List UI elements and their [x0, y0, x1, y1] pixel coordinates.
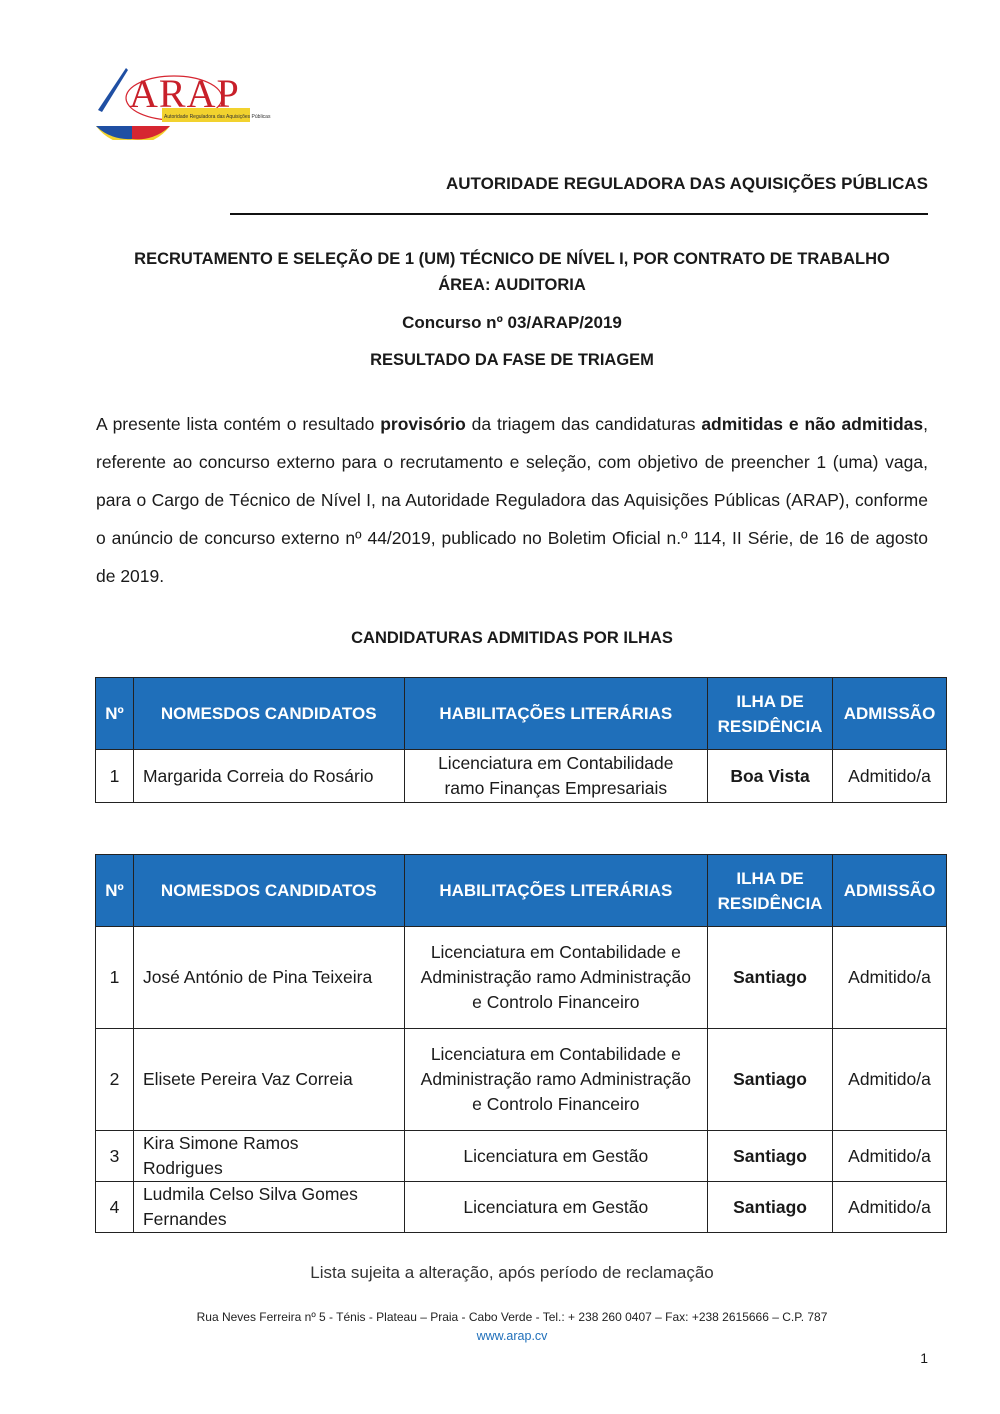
cell-num: 2 — [96, 1029, 134, 1131]
table-row — [96, 750, 947, 803]
footer-address: Rua Neves Ferreira nº 5 - Ténis - Plateau – Praia - Cabo Verde - Tel.: + 238 260 0407 – Fax: +238 2615666 – C.P. 787 — [196, 1310, 828, 1324]
cell-num: 1 — [96, 927, 134, 1029]
table-row — [96, 1131, 947, 1182]
cell-num: 3 — [96, 1131, 134, 1182]
page-number: 1 — [920, 1350, 928, 1366]
intro-paragraph: A presente lista contém o resultado provisório da triagem das candidaturas admitidas e não admitidas, referente ao concurso externo para o recrutamento e seleção, com objetivo de preencher 1 (uma) vaga, para o Cargo de Técnico de Nível I, na Autoridade Reguladora das Aquisições Públicas (ARAP), conforme o anúncio de concurso externo nº 44/2019, publicado no Boletim Oficial n.º 114, II Série, de 16 de agosto de 2019. — [96, 414, 929, 586]
cell-nome: Kira Simone Ramos Rodrigues — [133, 1131, 404, 1182]
cell-admissao: Admitido/a — [833, 1131, 947, 1182]
cell-ilha: Santiago — [708, 1029, 833, 1131]
cell-nome: José António de Pina Teixeira — [133, 927, 404, 1029]
col-header-habilitacoes: HABILITAÇÕES LITERÁRIAS — [404, 678, 708, 750]
table-row — [96, 1182, 947, 1233]
cell-admissao: Admitido/a — [833, 750, 947, 803]
cell-nome: Ludmila Celso Silva Gomes Fernandes — [133, 1182, 404, 1233]
candidates-table-santiago — [95, 854, 947, 1233]
bold-admitidas: admitidas e não admitidas — [701, 414, 924, 434]
heading-resultado: RESULTADO DA FASE DE TRIAGEM — [370, 351, 654, 369]
cell-admissao: Admitido/a — [833, 1029, 947, 1131]
col-header-ilha: ILHA DE RESIDÊNCIA — [708, 678, 833, 750]
heading-candidaturas: CANDIDATURAS ADMITIDAS POR ILHAS — [351, 629, 673, 647]
cell-ilha: Santiago — [708, 927, 833, 1029]
subject-to-change-note: Lista sujeita a alteração, após período de reclamação — [310, 1263, 714, 1282]
col-header-nomes: NOMESDOS CANDIDATOS — [133, 678, 404, 750]
header-divider — [230, 213, 928, 215]
col-header-admissao: ADMISSÃO — [833, 855, 947, 927]
heading-area: ÁREA: AUDITORIA — [438, 276, 586, 294]
cell-ilha: Santiago — [708, 1131, 833, 1182]
cell-admissao: Admitido/a — [833, 1182, 947, 1233]
footer-website-link[interactable]: www.arap.cv — [476, 1329, 548, 1343]
logo-text: ARAP — [129, 71, 240, 116]
heading-recrutamento: RECRUTAMENTO E SELEÇÃO DE 1 (UM) TÉCNICO DE NÍVEL I, POR CONTRATO DE TRABALHO — [134, 250, 890, 268]
cell-habilitacoes: Licenciatura em Contabilidade e Administração ramo Administração e Controlo Financeiro — [404, 1029, 707, 1131]
cell-num: 4 — [96, 1182, 134, 1233]
cell-admissao: Admitido/a — [833, 927, 947, 1029]
cell-ilha: Boa Vista — [708, 750, 833, 803]
cell-habilitacoes: Licenciatura em Contabilidade e Administração ramo Administração e Controlo Financeiro — [404, 927, 707, 1029]
cell-habilitacoes: Licenciatura em Contabilidade ramo Finanças Empresariais — [404, 750, 708, 803]
col-header-num: Nº — [96, 678, 134, 750]
col-header-habilitacoes: HABILITAÇÕES LITERÁRIAS — [404, 855, 707, 927]
col-header-num: Nº — [96, 855, 134, 927]
organization-title: AUTORIDADE REGULADORA DAS AQUISIÇÕES PÚBLICAS — [445, 174, 928, 193]
col-header-admissao: ADMISSÃO — [833, 678, 947, 750]
col-header-ilha: ILHA DE RESIDÊNCIA — [708, 855, 833, 927]
bold-provisorio: provisório — [380, 414, 466, 434]
cell-ilha: Santiago — [708, 1182, 833, 1233]
cell-habilitacoes: Licenciatura em Gestão — [404, 1182, 707, 1233]
cell-nome: Elisete Pereira Vaz Correia — [133, 1029, 404, 1131]
col-header-nomes: NOMESDOS CANDIDATOS — [133, 855, 404, 927]
table-row — [96, 927, 947, 1029]
candidates-table-boa-vista — [95, 677, 947, 803]
heading-concurso: Concurso nº 03/ARAP/2019 — [402, 313, 622, 332]
cell-habilitacoes: Licenciatura em Gestão — [404, 1131, 707, 1182]
logo-subtitle: Autoridade Reguladora das Aquisições Públicas — [164, 114, 271, 120]
cell-nome: Margarida Correia do Rosário — [133, 750, 404, 803]
cell-num: 1 — [96, 750, 134, 803]
table-row — [96, 1029, 947, 1131]
